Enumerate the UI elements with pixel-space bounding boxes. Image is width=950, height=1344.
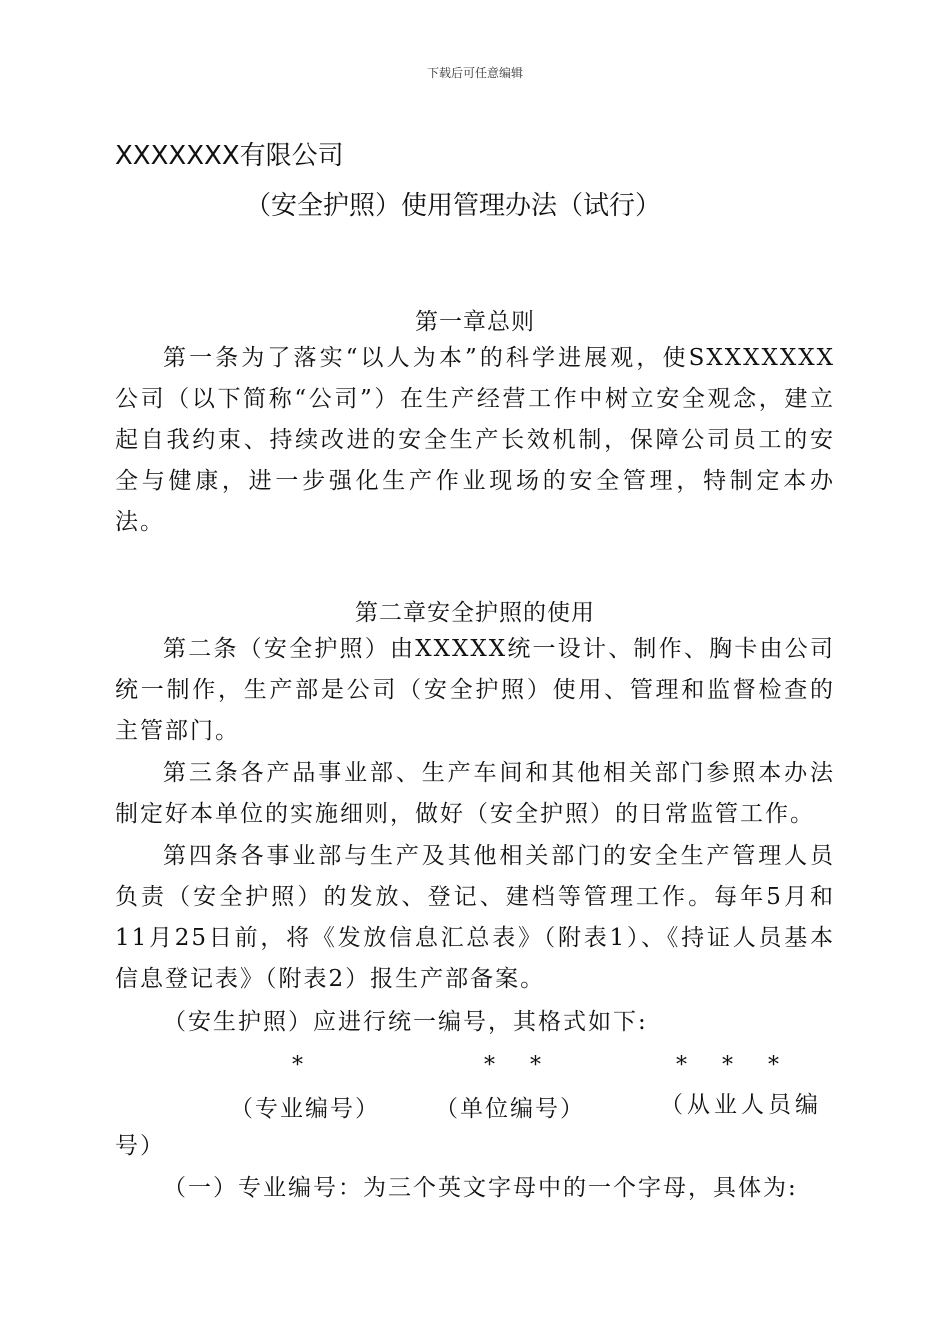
format-label-staff: （从业人员编号） (115, 1092, 820, 1159)
company-name: XXXXXXX有限公司 (115, 141, 344, 171)
article-4: 第四条各事业部与生产及其他相关部门的安全生产管理人员负责（安全护照）的发放、登记、建档等管理工作。每年5月和11月25日前，将《发放信息汇总表》（附表1）、《持证人员基本信息登记表》（附表2）报生产部备案。 (115, 843, 835, 992)
chapter-2-heading: 第二章安全护照的使用 (355, 600, 595, 626)
item-1: （一）专业编号：为三个英文字母中的一个字母，具体为: (163, 1175, 798, 1201)
article-1: 第一条为了落实“以人为本”的科学进展观，使SXXXXXXX公司（以下简称“公司”）在生产经营工作中树立安全观念，建立起自我约束、持续改进的安全生产长效机制，保障公司员工的安全与健康，进一步强化生产作业现场的安全管理，特制定本办法。 (115, 345, 835, 535)
chapter-1-heading: 第一章总则 (415, 309, 535, 335)
document-title: （安全护照）使用管理办法（试行） (245, 191, 662, 221)
numbering-intro: （安生护照）应进行统一编号，其格式如下: (163, 1009, 648, 1035)
page-header-note: 下载后可任意编辑 (426, 66, 523, 80)
format-stars-professional: * (292, 1053, 317, 1078)
article-3: 第三条各产品事业部、生产车间和其他相关部门参照本办法制定好本单位的实施细则，做好（安全护照）的日常监管工作。 (115, 760, 835, 827)
format-label-professional: （专业编号） (230, 1096, 380, 1122)
format-stars-unit: * * (484, 1053, 555, 1078)
article-2: 第二条（安全护照）由XXXXX统一设计、制作、胸卡由公司统一制作，生产部是公司（安全护照）使用、管理和监督检查的主管部门。 (115, 636, 835, 744)
format-stars-staff: * * * (676, 1053, 793, 1078)
format-label-unit: （单位编号） (435, 1096, 585, 1122)
